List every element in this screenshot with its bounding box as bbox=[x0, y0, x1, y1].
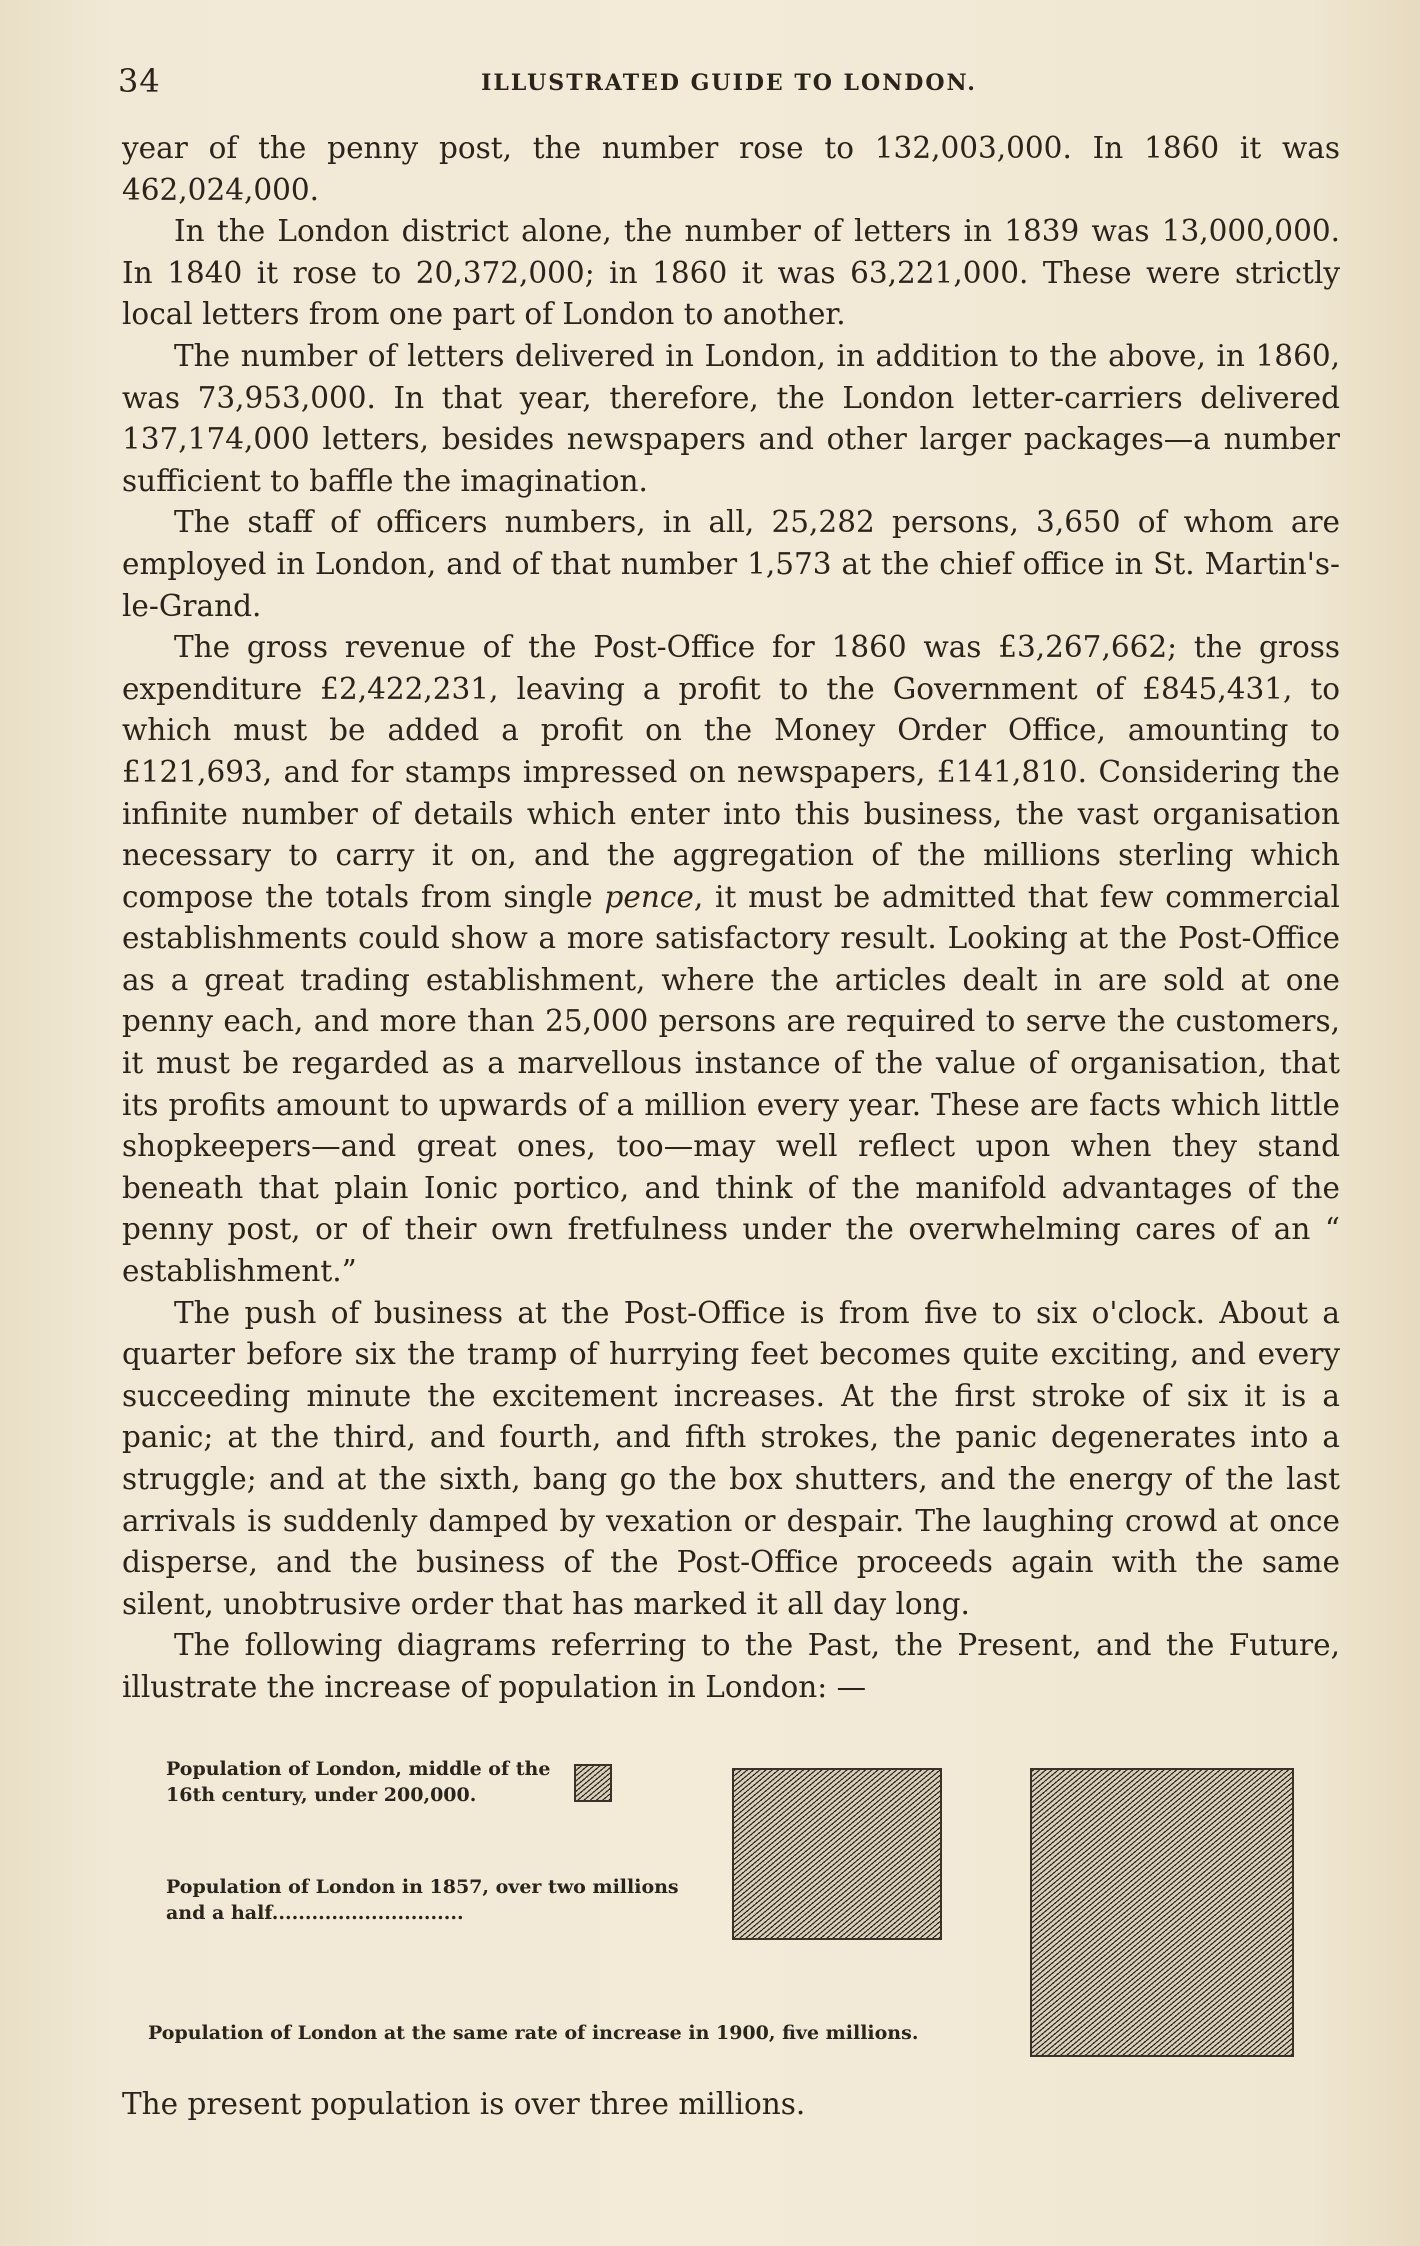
population-diagrams bbox=[118, 1750, 1340, 2080]
paragraph-letters-delivered: The number of letters delivered in London, in addition to the above, in 1860, was 73,953,000. In that year, therefore, the London letter-carriers delivered 137,174,000 letters, besides newspapers and other larger packages—a number sufficient to baffle the imagination. bbox=[122, 338, 1340, 498]
revenue-text-before: The gross revenue of the Post-Office for 1860 was £3,267,662; the gross expenditure £2,422,231, leaving a profit to the Government of £845,431, to which must be added a profit on the Money Order Office, amounting to £121,693, and for stamps impressed on newspapers, £141,810. Considering the infinite number of details which enter into this business, the vast organisation necessary to carry it on, and the aggregation of the millions sterling which compose the totals from single bbox=[122, 630, 1340, 914]
square-16th-century bbox=[574, 1764, 612, 1802]
paragraph-continued: year of the penny post, the number rose to 132,003,000. In 1860 it was 462,024,000. bbox=[122, 131, 1340, 207]
paragraph-revenue bbox=[122, 627, 1340, 1293]
paragraph-staff: The staff of officers numbers, in all, 25,282 persons, 3,650 of whom are employed in London, and of that number 1,573 at the chief office in St. Martin's-le-Grand. bbox=[122, 505, 1340, 623]
label-1857: Population of London in 1857, over two millions and a half............................. bbox=[166, 1876, 679, 1924]
paragraph-london-district: In the London district alone, the number of letters in 1839 was 13,000,000. In 1840 it rose to 20,372,000; in 1860 it was 63,221,000. These were strictly local letters from one part of London to another. bbox=[122, 214, 1340, 332]
label-1900: Population of London at the same rate of increase in 1900, five millions. bbox=[148, 2022, 919, 2044]
revenue-text-after: , it must be admitted that few commercial establishments could show a more satisfactory result. Looking at the Post-Office as a great trading establishment, where the articles dealt in are sold at one penny each, and more than 25,000 persons are required to serve the customers, it must be regarded as a marvellous instance of the value of organisation, that its profits amount to upwards of a million every year. These are facts which little shopkeepers—and great ones, too—may well reflect upon when they stand beneath that plain Ionic portico, and think of the manifold advantages of the penny post, or of their own fretfulness under the overwhelming cares of an “ establishment.” bbox=[122, 879, 1340, 1289]
body-text bbox=[122, 128, 1340, 1709]
square-1857 bbox=[732, 1768, 942, 1940]
paragraph-diagrams-intro: The following diagrams referring to the Past, the Present, and the Future, illustrate the increase of population in London: — bbox=[122, 1628, 1340, 1704]
page-header bbox=[118, 62, 1340, 102]
paragraph-push-of-business: The push of business at the Post-Office is from five to six o'clock. About a quarter before six the tramp of hurrying feet becomes quite exciting, and every succeeding minute the excitement increases. At the first stroke of six it is a panic; at the third, and fourth, and fifth strokes, the panic degenerates into a struggle; and at the sixth, bang go the box shutters, and the energy of the last arrivals is suddenly damped by vexation or despair. The laughing crowd at once disperse, and the business of the Post-Office proceeds again with the same silent, unobtrusive order that has marked it all day long. bbox=[122, 1295, 1340, 1621]
page-number: 34 bbox=[118, 62, 161, 100]
running-head: ILLUSTRATED GUIDE TO LONDON. bbox=[481, 70, 977, 96]
revenue-italic-pence: pence bbox=[604, 879, 694, 914]
closing-line: The present population is over three millions. bbox=[122, 2087, 806, 2121]
square-1900 bbox=[1030, 1768, 1294, 2057]
label-16th-century: Population of London, middle of the 16th century, under 200,000. bbox=[166, 1758, 551, 1806]
